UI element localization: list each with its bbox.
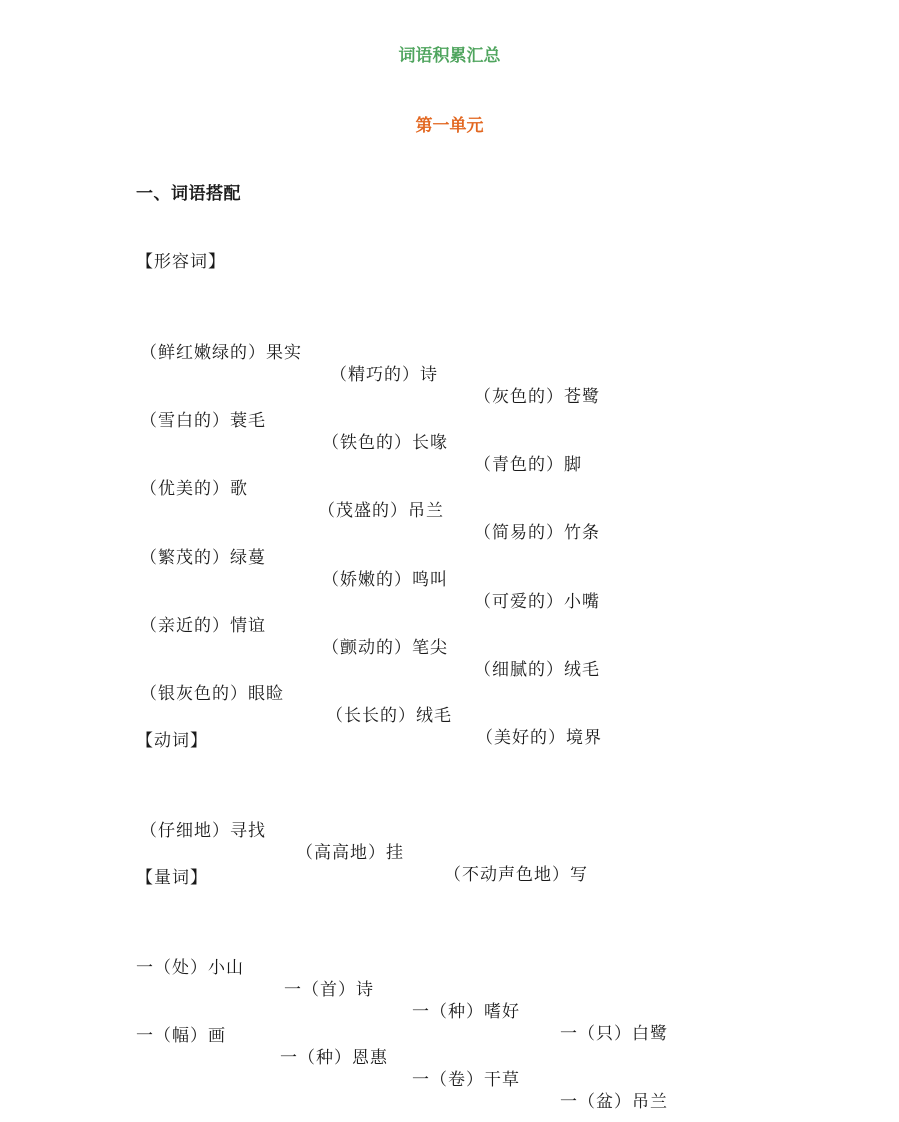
phrase: （灰色的）苍鹭 [474, 387, 600, 407]
phrase: （青色的）脚 [474, 455, 582, 475]
section-heading: 一、词语搭配 [136, 184, 241, 204]
phrase: 一（处）小山 [136, 958, 244, 978]
phrase: （繁茂的）绿蔓 [140, 548, 266, 568]
phrase: 一（盆）吊兰 [560, 1092, 668, 1112]
measure-label: 【量词】 [136, 868, 208, 888]
verb-label: 【动词】 [136, 731, 208, 751]
phrase: （颤动的）笔尖 [322, 638, 448, 658]
phrase: （不动声色地）写 [444, 865, 588, 885]
phrase: （茂盛的）吊兰 [318, 501, 444, 521]
phrase: （雪白的）蓑毛 [140, 411, 266, 431]
phrase: （铁色的）长喙 [322, 433, 448, 453]
document-title: 词语积累汇总 [398, 46, 501, 66]
adjective-label: 【形容词】 [136, 252, 226, 272]
phrase: （仔细地）寻找 [140, 821, 266, 841]
phrase: （简易的）竹条 [474, 523, 600, 543]
phrase: （优美的）歌 [140, 479, 248, 499]
phrase: （亲近的）情谊 [140, 616, 266, 636]
phrase: （美好的）境界 [476, 728, 602, 748]
unit-title: 第一单元 [415, 116, 484, 136]
phrase: （精巧的）诗 [330, 365, 438, 385]
phrase: 一（种）恩惠 [280, 1048, 388, 1068]
phrase: 一（只）白鹭 [560, 1024, 668, 1044]
phrase: （银灰色的）眼睑 [140, 684, 284, 704]
phrase: （娇嫩的）鸣叫 [322, 570, 448, 590]
phrase: （高高地）挂 [296, 843, 404, 863]
phrase: 一（种）嗜好 [412, 1002, 520, 1022]
phrase: （鲜红嫩绿的）果实 [140, 343, 302, 363]
phrase: （细腻的）绒毛 [474, 660, 600, 680]
phrase: （可爱的）小嘴 [474, 592, 600, 612]
phrase: 一（首）诗 [284, 980, 374, 1000]
phrase: 一（卷）干草 [412, 1070, 520, 1090]
phrase: （长长的）绒毛 [326, 706, 452, 726]
phrase: 一（幅）画 [136, 1026, 226, 1046]
